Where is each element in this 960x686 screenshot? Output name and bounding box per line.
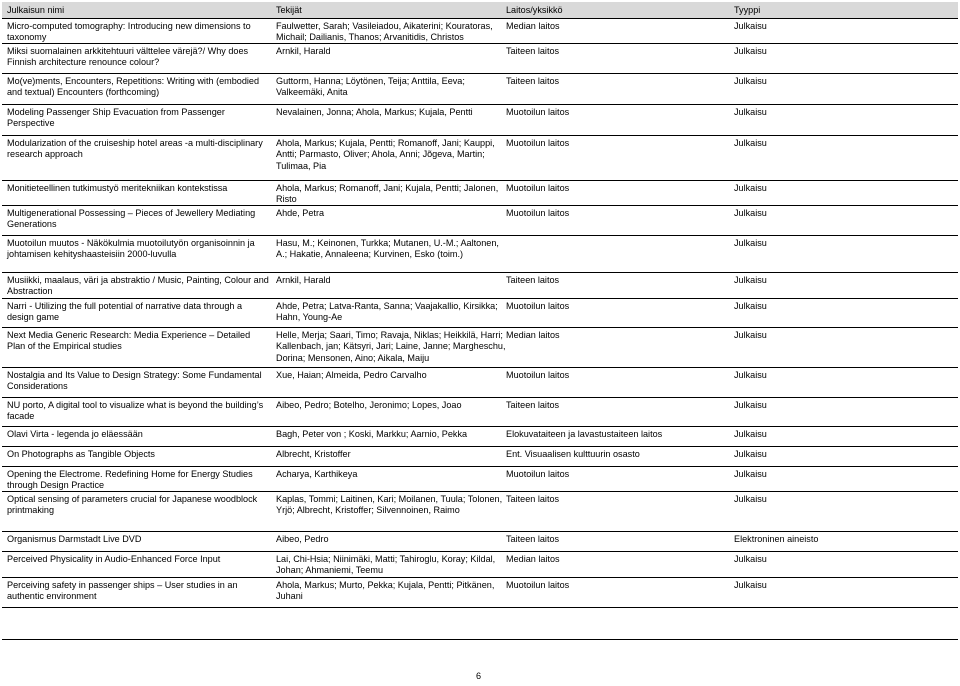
- publication-title: Organismus Darmstadt Live DVD: [7, 534, 142, 544]
- publication-title: Multigenerational Possessing – Pieces of Jewellery Mediating Generations: [7, 208, 256, 230]
- unit: Ent. Visuaalisen kulttuurin osasto: [506, 449, 640, 459]
- unit: Taiteen laitos: [506, 76, 560, 86]
- authors: Xue, Haian; Almeida, Pedro Carvalho: [276, 370, 427, 380]
- publication-type: Julkaisu: [734, 76, 767, 86]
- table-row: [2, 19, 958, 44]
- authors: Ahola, Markus; Romanoff, Jani; Kujala, Pentti; Jalonen, Risto: [276, 183, 499, 205]
- unit: Median laitos: [506, 330, 560, 340]
- table-row: [2, 105, 958, 136]
- table-row: [2, 608, 958, 640]
- unit: Muotoilun laitos: [506, 580, 570, 590]
- table-row: [2, 44, 958, 74]
- header-type: Tyyppi: [734, 5, 761, 15]
- unit: Taiteen laitos: [506, 400, 560, 410]
- authors: Acharya, Karthikeya: [276, 469, 358, 479]
- publication-title: Modeling Passenger Ship Evacuation from Passenger Perspective: [7, 107, 225, 129]
- publication-type: Julkaisu: [734, 208, 767, 218]
- publication-title: Opening the Electrome. Redefining Home for Energy Studies through Design Practice: [7, 469, 253, 491]
- publication-type: Julkaisu: [734, 449, 767, 459]
- publication-type: Elektroninen aineisto: [734, 534, 819, 544]
- publication-type: Julkaisu: [734, 580, 767, 590]
- publication-type: Julkaisu: [734, 138, 767, 148]
- publication-type: Julkaisu: [734, 21, 767, 31]
- authors: Ahola, Markus; Murto, Pekka; Kujala, Pentti; Pitkänen, Juhani: [276, 580, 495, 602]
- table-row: [2, 552, 958, 578]
- authors: Hasu, M.; Keinonen, Turkka; Mutanen, U.-M.; Aaltonen, A.; Hakatie, Annaleena; Kurvinen, Esko (toim.): [276, 238, 499, 260]
- publication-type: Julkaisu: [734, 183, 767, 193]
- table-header: [2, 2, 958, 19]
- publication-type: Julkaisu: [734, 330, 767, 340]
- header-unit: Laitos/yksikkö: [506, 5, 563, 15]
- publication-title: Next Media Generic Research: Media Experience – Detailed Plan of the Empirical studies: [7, 330, 251, 352]
- publication-title: Mo(ve)ments, Encounters, Repetitions: Writing with (embodied and textual) Encounters (forthcoming): [7, 76, 260, 98]
- publication-type: Julkaisu: [734, 554, 767, 564]
- table-row: [2, 532, 958, 552]
- unit: Taiteen laitos: [506, 494, 560, 504]
- publication-title: On Photographs as Tangible Objects: [7, 449, 155, 459]
- unit: Muotoilun laitos: [506, 183, 570, 193]
- publication-title: Monitieteellinen tutkimustyö meritekniikan kontekstissa: [7, 183, 228, 193]
- authors: Faulwetter, Sarah; Vasileiadou, Aikaterini; Kouratoras, Michail; Dailianis, Thanos; Arvanitidis, Christos: [276, 21, 493, 43]
- unit: Muotoilun laitos: [506, 208, 570, 218]
- publication-type: Julkaisu: [734, 429, 767, 439]
- table-row: [2, 398, 958, 427]
- publication-title: Perceiving safety in passenger ships – User studies in an authentic environment: [7, 580, 238, 602]
- authors: Helle, Merja; Saari, Timo; Ravaja, Niklas; Heikkilä, Harri; Kallenbach, jan; Kätsyri, Jari; Laine, Janne; Margheschu, Dorina; Mensonen, Aino; Aikala, Maiju: [276, 330, 506, 363]
- unit: Median laitos: [506, 554, 560, 564]
- authors: Albrecht, Kristoffer: [276, 449, 351, 459]
- publication-type: Julkaisu: [734, 301, 767, 311]
- publication-type: Julkaisu: [734, 370, 767, 380]
- unit: Muotoilun laitos: [506, 138, 570, 148]
- publication-title: Muotoilun muutos - Näkökulmia muotoilutyön organisoinnin ja johtamisen kehityshaasteisiin 2000-luvulla: [7, 238, 255, 260]
- publication-title: Optical sensing of parameters crucial for Japanese woodblock printmaking: [7, 494, 258, 516]
- authors: Kaplas, Tommi; Laitinen, Kari; Moilanen, Tuula; Tolonen, Yrjö; Albrecht, Kristoffer; Silvennoinen, Raimo: [276, 494, 503, 516]
- publication-title: Musiikki, maalaus, väri ja abstraktio / Music, Painting, Colour and Abstraction: [7, 275, 269, 297]
- authors: Nevalainen, Jonna; Ahola, Markus; Kujala, Pentti: [276, 107, 473, 117]
- table-row: [2, 273, 958, 299]
- unit: Muotoilun laitos: [506, 370, 570, 380]
- authors: Ahola, Markus; Kujala, Pentti; Romanoff, Jani; Kauppi, Antti; Parmasto, Oliver; Ahola, Anni; Jõgeva, Martin; Tulimaa, Pia: [276, 138, 495, 171]
- unit: Taiteen laitos: [506, 46, 560, 56]
- unit: Taiteen laitos: [506, 275, 560, 285]
- publication-type: Julkaisu: [734, 275, 767, 285]
- table-row: [2, 427, 958, 447]
- table-row: [2, 206, 958, 236]
- publication-title: Olavi Virta - legenda jo eläessään: [7, 429, 143, 439]
- unit: Muotoilun laitos: [506, 107, 570, 117]
- publication-title: Modularization of the cruiseship hotel areas -a multi-disciplinary research approach: [7, 138, 263, 160]
- publication-title: NU porto, A digital tool to visualize what is beyond the building’s facade: [7, 400, 264, 422]
- authors: Aibeo, Pedro; Botelho, Jeronimo; Lopes, Joao: [276, 400, 462, 410]
- publication-title: Micro-computed tomography: Introducing new dimensions to taxonomy: [7, 21, 251, 43]
- authors: Arnkil, Harald: [276, 275, 331, 285]
- unit: Taiteen laitos: [506, 534, 560, 544]
- unit: Elokuvataiteen ja lavastustaiteen laitos: [506, 429, 663, 439]
- header-title: Julkaisun nimi: [7, 5, 65, 15]
- publication-type: Julkaisu: [734, 107, 767, 117]
- table-row: [2, 299, 958, 328]
- table-row: [2, 467, 958, 492]
- table-row: [2, 74, 958, 105]
- unit: Muotoilun laitos: [506, 301, 570, 311]
- publication-type: Julkaisu: [734, 494, 767, 504]
- table-row: [2, 136, 958, 181]
- publication-title: Narri - Utilizing the full potential of narrative data through a design game: [7, 301, 243, 323]
- table-row: [2, 368, 958, 398]
- publication-type: Julkaisu: [734, 46, 767, 56]
- table-row: [2, 236, 958, 273]
- authors: Aibeo, Pedro: [276, 534, 329, 544]
- publication-title: Miksi suomalainen arkkitehtuuri välttelee värejä?/ Why does Finnish architecture renounce colour?: [7, 46, 249, 68]
- authors: Guttorm, Hanna; Löytönen, Teija; Anttila, Eeva; Valkeemäki, Anita: [276, 76, 465, 98]
- publication-title: Nostalgia and Its Value to Design Strategy: Some Fundamental Considerations: [7, 370, 262, 392]
- page-number: 6: [476, 671, 482, 681]
- header-authors: Tekijät: [276, 5, 302, 15]
- table-row: [2, 328, 958, 368]
- table-row: [2, 447, 958, 467]
- authors: Lai, Chi-Hsia; Niinimäki, Matti; Tahiroglu, Koray; Kildal, Johan; Ahmaniemi, Teemu: [276, 554, 496, 576]
- unit: Median laitos: [506, 21, 560, 31]
- authors: Bagh, Peter von ; Koski, Markku; Aarnio, Pekka: [276, 429, 468, 439]
- publication-title: Perceived Physicality in Audio-Enhanced Force Input: [7, 554, 221, 564]
- authors: Ahde, Petra: [276, 208, 325, 218]
- publication-type: Julkaisu: [734, 469, 767, 479]
- authors: Arnkil, Harald: [276, 46, 331, 56]
- authors: Ahde, Petra; Latva-Ranta, Sanna; Vaajakallio, Kirsikka; Hahn, Young-Ae: [276, 301, 498, 323]
- table-row: [2, 578, 958, 608]
- unit: Muotoilun laitos: [506, 469, 570, 479]
- table-row: [2, 492, 958, 532]
- table-row: [2, 181, 958, 206]
- publication-table: [2, 2, 958, 640]
- publication-type: Julkaisu: [734, 400, 767, 410]
- publication-type: Julkaisu: [734, 238, 767, 248]
